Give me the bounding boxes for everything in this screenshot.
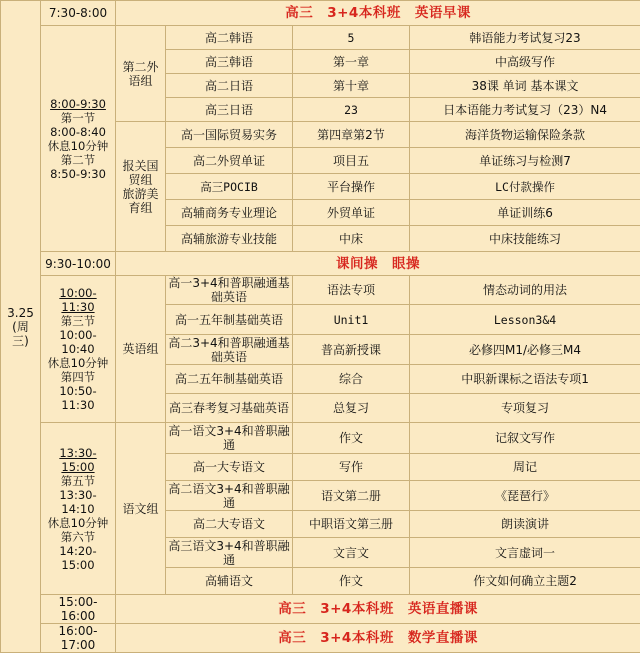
unit-cell: 语法专项 [293, 276, 410, 305]
date-line: (周 [3, 320, 38, 334]
date-line: 三) [3, 334, 38, 348]
unit-cell: 5 [293, 26, 410, 50]
live-class-banner: 高三 3+4本科班 英语直播课 [116, 595, 640, 624]
table-row [1, 276, 640, 305]
course-cell: 高辅商务专业理论 [166, 200, 293, 226]
table-row [1, 26, 640, 50]
row-live-class [1, 624, 640, 653]
topic-cell: 海洋货物运输保险条款 [410, 122, 640, 148]
unit-cell: 作文 [293, 423, 410, 454]
course-cell: 高一3+4和普职融通基础英语 [166, 276, 293, 305]
unit-cell: 项目五 [293, 148, 410, 174]
topic-cell: 单证训练6 [410, 200, 640, 226]
course-cell: 高二大专语文 [166, 511, 293, 538]
topic-cell: 单证练习与检测7 [410, 148, 640, 174]
time-slot-break: 9:30-10:00 [41, 252, 116, 276]
date-cell [1, 1, 41, 653]
group-name [116, 26, 166, 122]
slot-line: 第四节 [43, 370, 113, 384]
course-cell: 高一语文3+4和普职融通 [166, 423, 293, 454]
topic-cell: 38课 单词 基本课文 [410, 74, 640, 98]
row-live-class [1, 595, 640, 624]
unit-cell: 平台操作 [293, 174, 410, 200]
unit-cell: 普高新授课 [293, 335, 410, 365]
time-slot-1 [41, 26, 116, 252]
slot-time: 8:00-9:30 [43, 97, 113, 111]
slot-time: 10:00-11:30 [43, 286, 113, 314]
topic-cell: 记叙文写作 [410, 423, 640, 454]
row-morning-class [1, 1, 640, 26]
course-cell: 高辅语文 [166, 568, 293, 595]
unit-cell: 第十章 [293, 74, 410, 98]
course-cell: 高二外贸单证 [166, 148, 293, 174]
topic-cell: 中高级写作 [410, 50, 640, 74]
time-slot-morning: 7:30-8:00 [41, 1, 116, 26]
topic-cell: 中职新课标之语法专项1 [410, 365, 640, 394]
unit-cell: 文言文 [293, 538, 410, 568]
table-row [1, 423, 640, 454]
course-cell: 高一五年制基础英语 [166, 305, 293, 335]
slot-line: 休息10分钟 [43, 516, 113, 530]
course-cell: 高一国际贸易实务 [166, 122, 293, 148]
slot-line: 第五节 [43, 474, 113, 488]
unit-cell: 外贸单证 [293, 200, 410, 226]
slot-line: 10:00-10:40 [43, 328, 113, 356]
slot-line: 14:20-15:00 [43, 544, 113, 572]
course-cell: 高三语文3+4和普职融通 [166, 538, 293, 568]
unit-cell: 作文 [293, 568, 410, 595]
unit-cell: 中床 [293, 226, 410, 252]
course-cell: 高三POCIB [166, 174, 293, 200]
slot-line: 第二节 [43, 153, 113, 167]
topic-cell: 中床技能练习 [410, 226, 640, 252]
unit-cell: 综合 [293, 365, 410, 394]
unit-cell: 总复习 [293, 394, 410, 423]
break-banner: 课间操 眼操 [116, 252, 640, 276]
topic-cell: 日本语能力考试复习（23）N4 [410, 98, 640, 122]
unit-cell: 23 [293, 98, 410, 122]
slot-line: 第一节 [43, 111, 113, 125]
unit-cell: 写作 [293, 454, 410, 481]
unit-cell: 第四章第2节 [293, 122, 410, 148]
group-name: 英语组 [116, 276, 166, 423]
course-cell: 高三日语 [166, 98, 293, 122]
group-name-line: 旅游美 [118, 187, 163, 201]
course-cell: 高辅旅游专业技能 [166, 226, 293, 252]
group-name [116, 122, 166, 252]
course-cell: 高二韩语 [166, 26, 293, 50]
topic-cell: 朗读演讲 [410, 511, 640, 538]
topic-cell: 情态动词的用法 [410, 276, 640, 305]
topic-cell: 《琵琶行》 [410, 481, 640, 511]
time-slot-live-1: 15:00-16:00 [41, 595, 116, 624]
unit-cell: 语文第二册 [293, 481, 410, 511]
topic-cell: Lesson3&4 [410, 305, 640, 335]
time-slot-3 [41, 423, 116, 595]
group-name: 语文组 [116, 423, 166, 595]
slot-line: 8:50-9:30 [43, 167, 113, 181]
date-line: 3.25 [3, 306, 38, 320]
topic-cell: 周记 [410, 454, 640, 481]
slot-line: 13:30-14:10 [43, 488, 113, 516]
unit-cell: Unit1 [293, 305, 410, 335]
topic-cell: 必修四M1/必修三M4 [410, 335, 640, 365]
course-cell: 高二五年制基础英语 [166, 365, 293, 394]
group-name-line: 育组 [118, 201, 163, 215]
slot-line: 第三节 [43, 314, 113, 328]
group-name-line: 语组 [118, 74, 163, 88]
time-slot-2 [41, 276, 116, 423]
slot-time: 13:30-15:00 [43, 446, 113, 474]
topic-cell: 作文如何确立主题2 [410, 568, 640, 595]
row-break [1, 252, 640, 276]
topic-cell: 专项复习 [410, 394, 640, 423]
course-cell: 高三春考复习基础英语 [166, 394, 293, 423]
course-cell: 高三韩语 [166, 50, 293, 74]
course-cell: 高二日语 [166, 74, 293, 98]
topic-cell: 韩语能力考试复习23 [410, 26, 640, 50]
slot-line: 8:00-8:40 [43, 125, 113, 139]
morning-class-banner: 高三 3+4本科班 英语早课 [116, 1, 640, 26]
group-name-line: 报关国 [118, 159, 163, 173]
group-name-line: 贸组 [118, 173, 163, 187]
slot-line: 10:50-11:30 [43, 384, 113, 412]
slot-line: 第六节 [43, 530, 113, 544]
course-cell: 高二语文3+4和普职融通 [166, 481, 293, 511]
slot-line: 休息10分钟 [43, 139, 113, 153]
time-slot-live-2: 16:00-17:00 [41, 624, 116, 653]
unit-cell: 中职语文第三册 [293, 511, 410, 538]
live-class-banner: 高三 3+4本科班 数学直播课 [116, 624, 640, 653]
course-cell: 高一大专语文 [166, 454, 293, 481]
course-cell: 高二3+4和普职融通基础英语 [166, 335, 293, 365]
topic-cell: 文言虚词一 [410, 538, 640, 568]
unit-cell: 第一章 [293, 50, 410, 74]
topic-cell: LC付款操作 [410, 174, 640, 200]
slot-line: 休息10分钟 [43, 356, 113, 370]
group-name-line: 第二外 [118, 60, 163, 74]
